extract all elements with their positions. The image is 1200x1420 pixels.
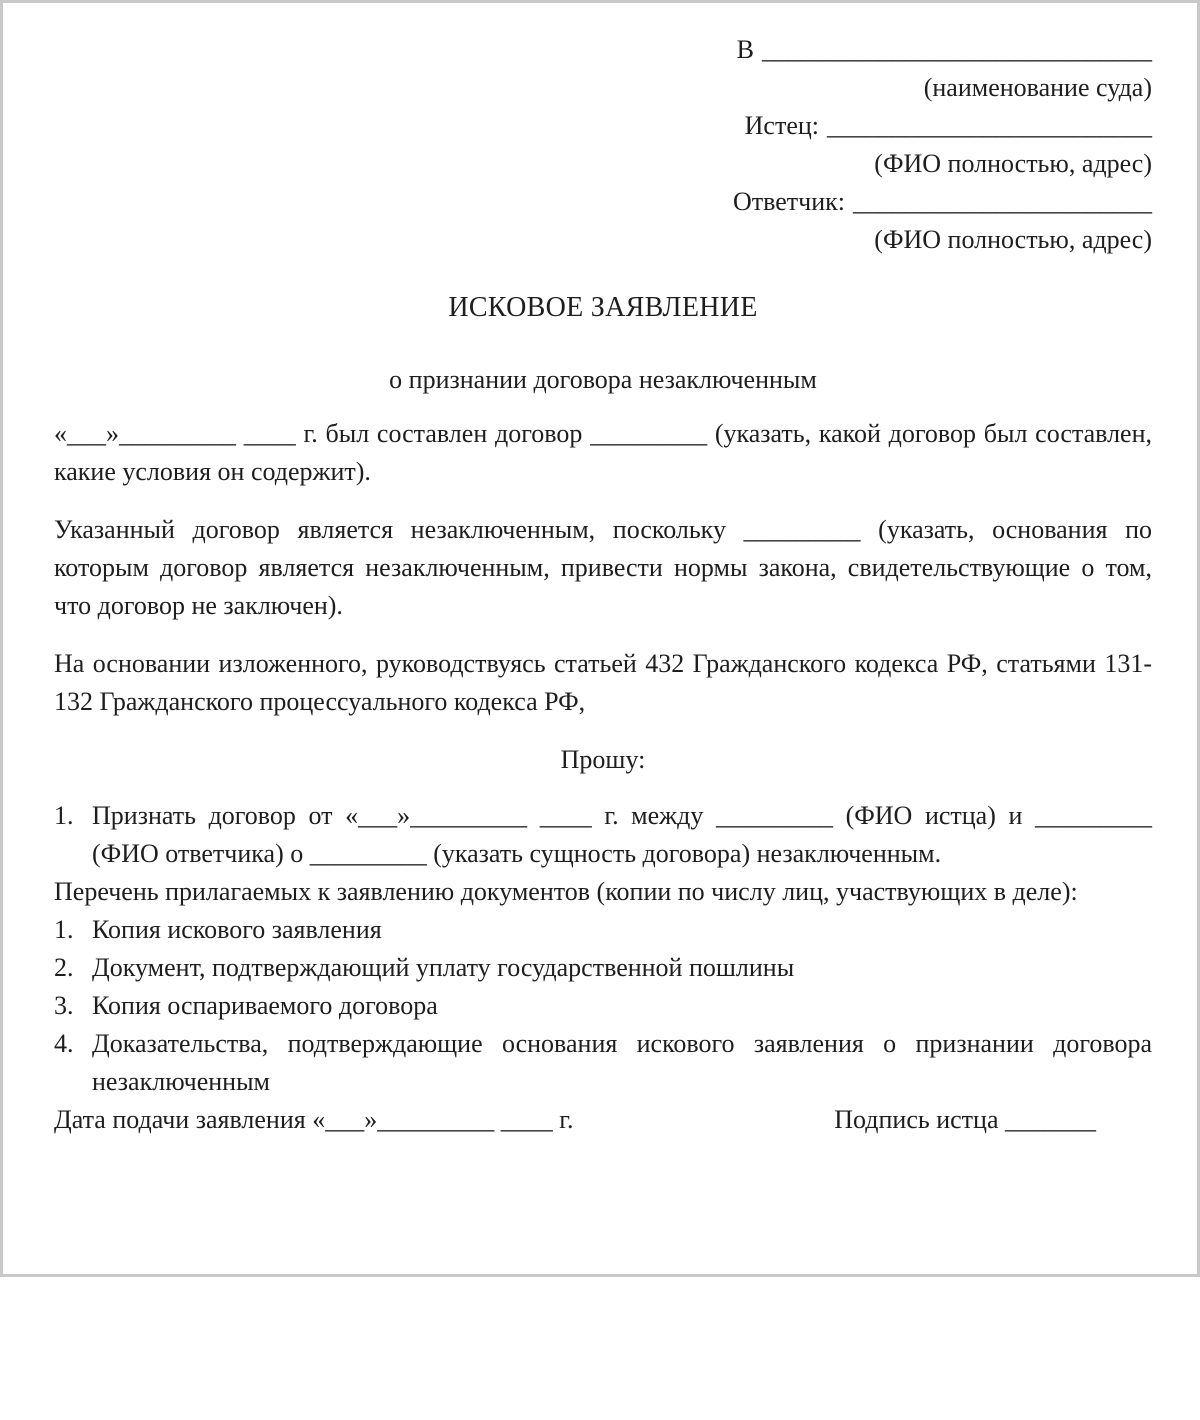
attachment-number: 2. xyxy=(54,953,74,982)
request-heading: Прошу: xyxy=(560,745,646,774)
paragraph-grounds: Указанный договор является незаключенным, поскольку _________ (указать, основания по которым договор является незаключенным, привести нормы закона, свидетельствующие о том, что договор не заключен). xyxy=(54,515,1152,620)
defendant-blank: _______________________ xyxy=(853,187,1152,216)
filing-date: Дата подачи заявления «___»_________ ____ г. xyxy=(54,1105,574,1134)
plaintiff-blank: _________________________ xyxy=(827,111,1152,140)
request-number: 1. xyxy=(54,801,74,830)
attachment-item xyxy=(54,911,1152,949)
attachment-text: Доказательства, подтверждающие основания искового заявления о признании договора незаключенным xyxy=(92,1029,1152,1096)
document-subtitle: о признании договора незаключенным xyxy=(389,365,817,394)
plaintiff-label: Истец: xyxy=(744,111,819,140)
court-prefix: В xyxy=(736,35,754,64)
defendant-note: (ФИО полностью, адрес) xyxy=(874,225,1152,254)
attachment-text: Копия искового заявления xyxy=(92,915,382,944)
court-blank: ______________________________ xyxy=(762,35,1152,64)
attachment-number: 1. xyxy=(54,915,74,944)
defendant-line xyxy=(54,183,1152,221)
paragraph-contract-made: «___»_________ ____ г. был составлен договор _________ (указать, какой договор был составлен, какие условия он содержит). xyxy=(54,419,1152,486)
document-title: ИСКОВОЕ ЗАЯВЛЕНИЕ xyxy=(448,292,758,323)
attachment-text: Документ, подтверждающий уплату государственной пошлины xyxy=(92,953,795,982)
attachment-item xyxy=(54,987,1152,1025)
paragraph-legal-basis: На основании изложенного, руководствуясь статьей 432 Гражданского кодекса РФ, статьями 131-132 Гражданского процессуального кодекса РФ, xyxy=(54,649,1152,716)
attachment-text: Копия оспариваемого договора xyxy=(92,991,438,1020)
attachments-heading: Перечень прилагаемых к заявлению документов (копии по числу лиц, участвующих в деле): xyxy=(54,877,1078,906)
court-line xyxy=(54,31,1152,69)
request-text: Признать договор от «___»_________ ____ г. между _________ (ФИО истца) и _________ (ФИО ответчика) о _________ (указать сущность договора) незаключенным. xyxy=(92,801,1152,868)
document-footer xyxy=(54,1101,1152,1139)
attachment-number: 3. xyxy=(54,991,74,1020)
attachment-item xyxy=(54,1025,1152,1101)
plaintiff-line xyxy=(54,107,1152,145)
attachment-item xyxy=(54,949,1152,987)
defendant-label: Ответчик: xyxy=(732,187,845,216)
document-content xyxy=(54,31,1152,1139)
plaintiff-signature: Подпись истца _______ xyxy=(834,1105,1096,1134)
attachment-number: 4. xyxy=(54,1029,74,1058)
plaintiff-note: (ФИО полностью, адрес) xyxy=(874,149,1152,178)
request-item xyxy=(54,797,1152,873)
court-note: (наименование суда) xyxy=(923,73,1152,102)
